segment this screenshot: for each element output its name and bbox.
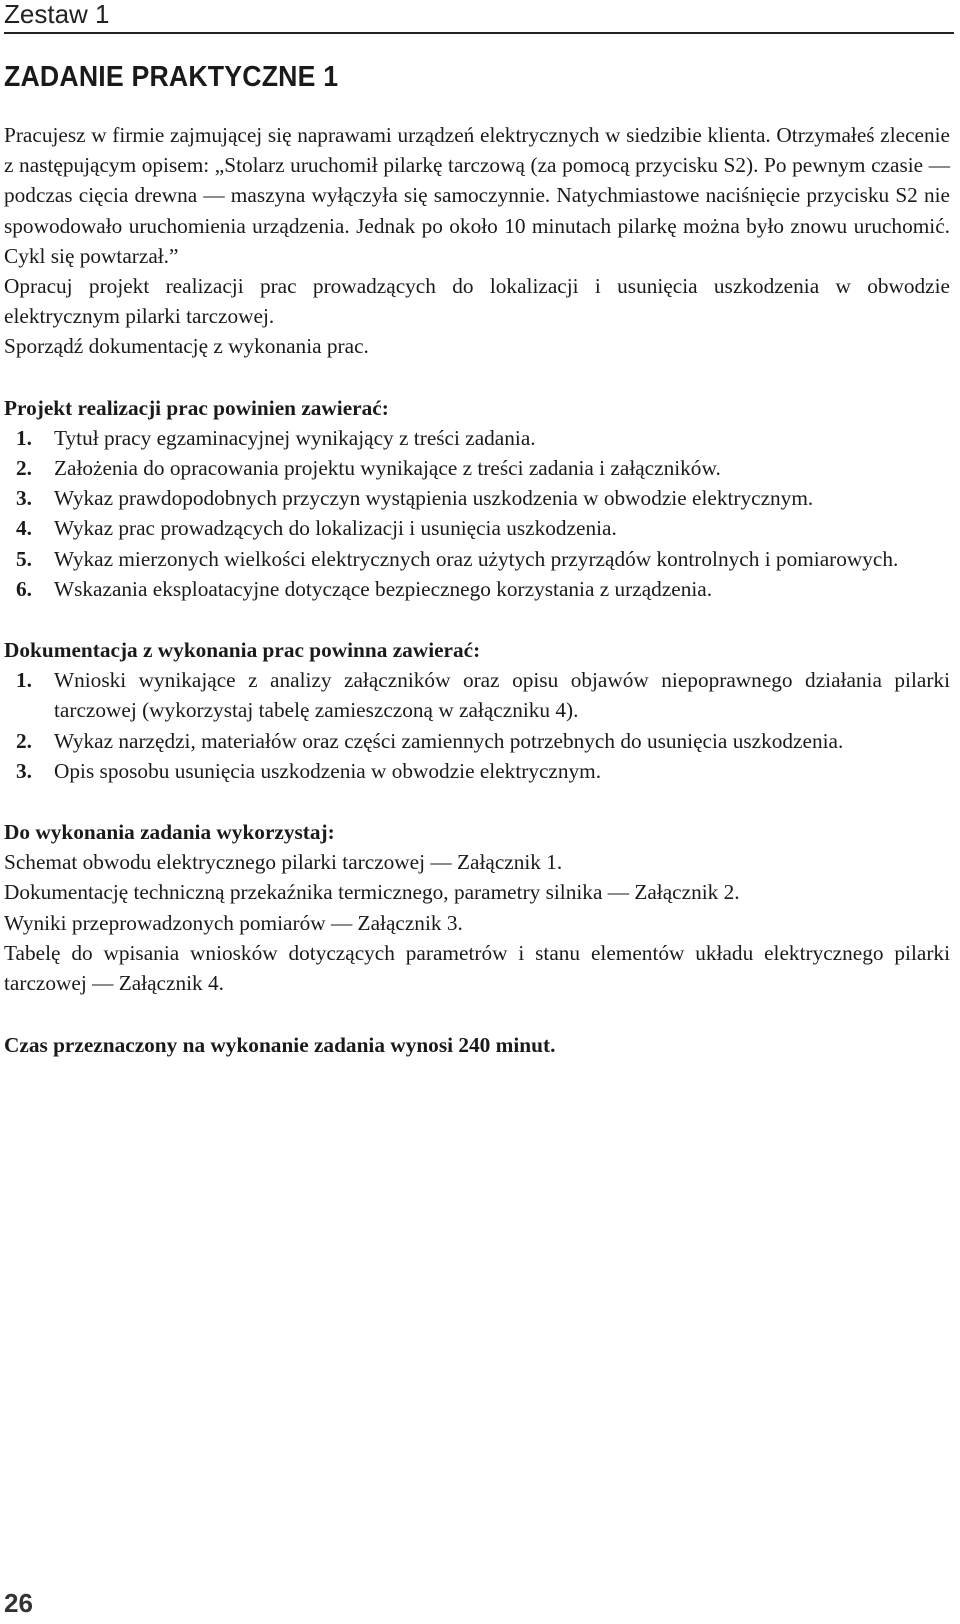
item-text: Wykaz prawdopodobnych przyczyn wystąpienia uszkodzenia w obwodzie elektrycznym. — [54, 486, 814, 511]
list-item — [4, 513, 950, 543]
intro-section — [4, 120, 950, 362]
running-header — [4, 0, 954, 34]
item-text: Opis sposobu usunięcia uszkodzenia w obwodzie elektrycznym. — [54, 758, 602, 783]
item-text: Wykaz mierzonych wielkości elektrycznych oraz użytych przyrządów kontrolnych i pomiarowych. — [54, 546, 899, 571]
resources-section — [4, 817, 950, 998]
intro-paragraph: Sporządź dokumentację z wykonania prac. — [4, 334, 369, 359]
list-item — [4, 726, 950, 756]
documentation-section — [4, 635, 950, 786]
item-number: 4. — [16, 516, 32, 541]
item-text: Wykaz prac prowadzących do lokalizacji i usunięcia uszkodzenia. — [54, 516, 617, 541]
item-number: 1. — [16, 425, 32, 450]
resource-line: Wyniki przeprowadzonych pomiarów — Załącznik 3. — [4, 910, 463, 935]
list-item — [4, 483, 950, 513]
item-number: 2. — [16, 728, 32, 753]
item-number: 1. — [16, 668, 32, 693]
item-text: Wskazania eksploatacyjne dotyczące bezpiecznego korzystania z urządzenia. — [54, 576, 713, 601]
project-heading: Projekt realizacji prac powinien zawierać: — [4, 395, 389, 420]
time-note: Czas przeznaczony na wykonanie zadania wynosi 240 minut. — [4, 1033, 556, 1058]
item-text: Tytuł pracy egzaminacyjnej wynikający z treści zadania. — [54, 425, 536, 450]
item-number: 6. — [16, 576, 32, 601]
item-number: 2. — [16, 456, 32, 481]
list-item — [4, 574, 950, 604]
resource-line: Dokumentację techniczną przekaźnika termicznego, parametry silnika — Załącznik 2. — [4, 880, 740, 905]
resource-line: Tabelę do wpisania wniosków dotyczących parametrów i stanu elementów układu elektrycznego pilarki tarczowej — Załącznik 4. — [4, 940, 950, 996]
list-item — [4, 544, 950, 574]
page-number: 26 — [4, 1588, 33, 1618]
resources-heading: Do wykonania zadania wykorzystaj: — [4, 820, 335, 845]
item-number: 5. — [16, 546, 32, 571]
header-text: Zestaw 1 — [4, 0, 110, 29]
documentation-list — [4, 665, 950, 786]
item-text: Założenia do opracowania projektu wynikające z treści zadania i załączników. — [54, 456, 721, 481]
item-text: Wnioski wynikające z analizy załączników oraz opisu objawów niepoprawnego działania pilarki tarczowej (wykorzystaj tabelę zamieszczoną w załączniku 4). — [54, 668, 950, 723]
project-section — [4, 393, 950, 604]
item-text: Wykaz narzędzi, materiałów oraz części zamiennych potrzebnych do usunięcia uszkodzenia. — [54, 728, 844, 753]
list-item — [4, 756, 950, 786]
task-title: ZADANIE PRAKTYCZNE 1 — [4, 61, 339, 93]
intro-paragraph: Opracuj projekt realizacji prac prowadzących do lokalizacji i usunięcia uszkodzenia w obwodzie elektrycznym pilarki tarczowej. — [4, 274, 950, 329]
item-number: 3. — [16, 758, 32, 783]
list-item — [4, 665, 950, 725]
document-body — [4, 120, 950, 1060]
resource-line: Schemat obwodu elektrycznego pilarki tarczowej — Załącznik 1. — [4, 850, 563, 875]
item-number: 3. — [16, 486, 32, 511]
project-list — [4, 423, 950, 604]
list-item — [4, 453, 950, 483]
documentation-heading: Dokumentacja z wykonania prac powinna zawierać: — [4, 638, 481, 663]
list-item — [4, 423, 950, 453]
intro-paragraph: Pracujesz w firmie zajmującej się naprawami urządzeń elektrycznych w siedzibie klienta. Otrzymałeś zlecenie z następującym opisem: „Stolarz uruchomił pilarkę tarczową (za pomocą przycisku S2). Po pewnym czasie — podczas cięcia drewna — maszyna wyłączyła się samoczynnie. Natychmiastowe naciśnięcie przycisku S2 nie spowodowało uruchomienia urządzenia. Jednak po około 10 minutach pilarkę można było znowu uruchomić. Cykl się powtarzał.” — [4, 123, 950, 268]
